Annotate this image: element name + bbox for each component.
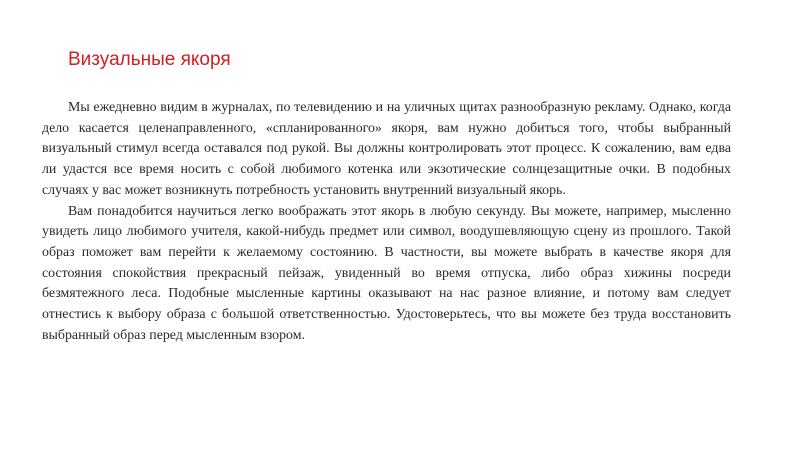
slide-body bbox=[42, 98, 731, 346]
paragraph-2: Вам понадобится научиться легко воображать этот якорь в любую секунду. Вы можете, например, мысленно увидеть лицо любимого учителя, какой‑нибудь предмет или символ, воодушевляющую сцену из прошлого. Такой образ поможет вам перейти к желаемому состоянию. В частности, вы можете выбрать в качестве якоря для состояния спокойствия прекрасный пейзаж, увиденный во время отпуска, либо образ хижины посреди безмятежного леса. Подобные мысленные картины оказывают на нас разное влияние, и потому вам следует отнестись к выбору образа с большой ответственностью. Удостоверьтесь, что вы можете без труда восстановить выбранный образ перед мысленным взором. bbox=[42, 203, 731, 343]
slide-title: Визуальные якоря bbox=[68, 49, 231, 70]
paragraph-1: Мы ежедневно видим в журналах, по телевидению и на уличных щитах разнообразную рекламу. Однако, когда дело касается целенаправленного, «спланированного» якоря, вам нужно добиться того, чтобы выбранный визуальный стимул всегда оставался под рукой. Вы должны контролировать этот процесс. К сожалению, вам едва ли удастся все время носить с собой любимого котенка или экзотические солнцезащитные очки. В подобных случаях у вас может возникнуть потребность установить внутренний визуальный якорь. bbox=[42, 100, 731, 198]
